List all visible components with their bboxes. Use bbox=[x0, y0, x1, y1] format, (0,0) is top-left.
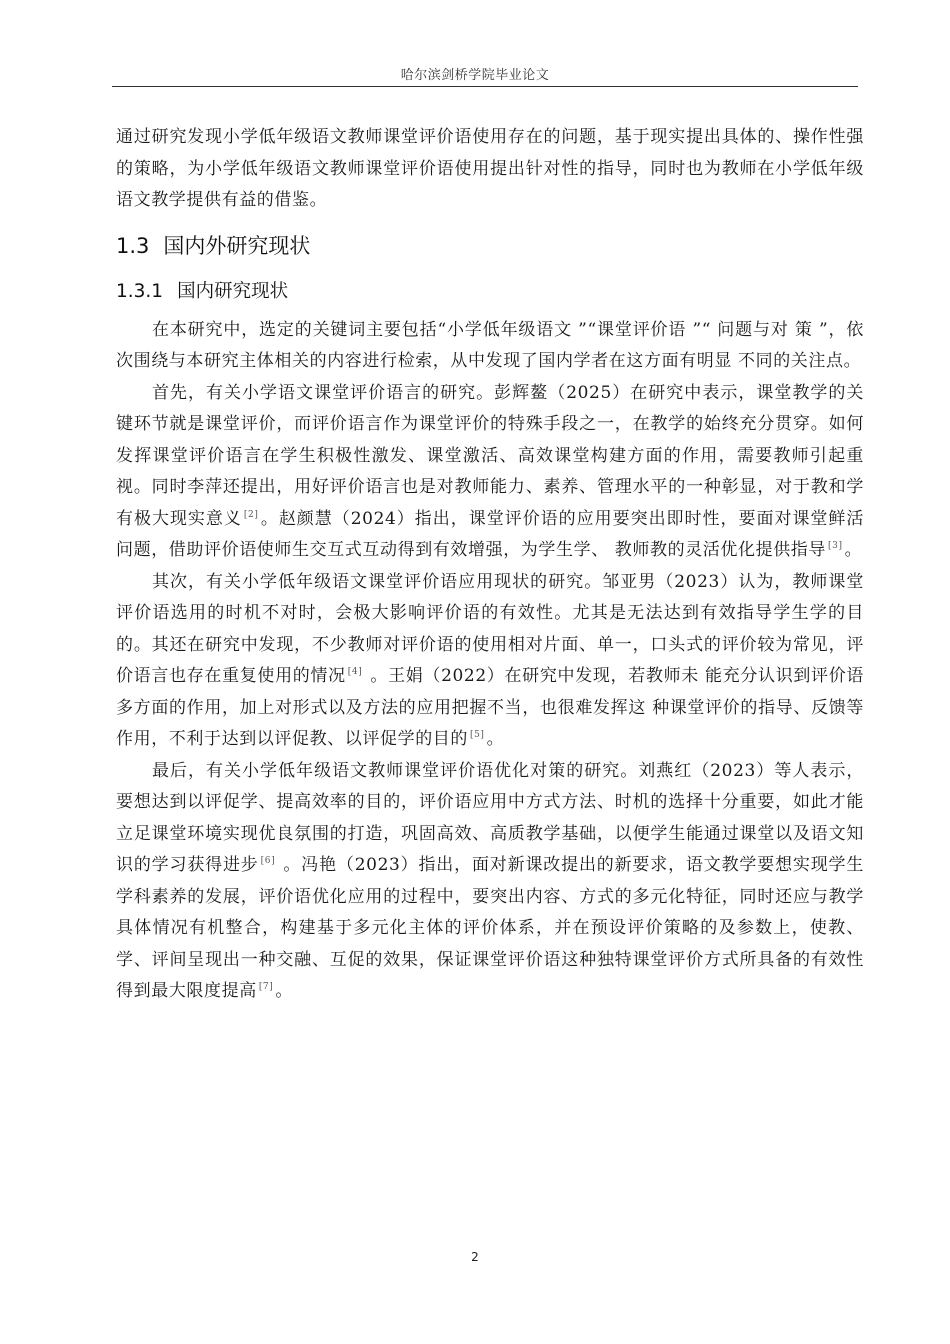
citation-marker[interactable]: [3] bbox=[828, 541, 843, 551]
paragraph-text: 最后，有关小学低年级语文教师课堂评价语优化对策的研究。刘燕红（2023）等人表示，要想达到以评促学、提高效率的目的，评价语应用中方式方法、时机的选择十分重要，如此才能立足课堂环境实现优良氛围的打造，巩固高效、高质教学基础，以便学生能通过课堂以及语文知识的学习获得进步 bbox=[116, 760, 864, 875]
citation-marker[interactable]: [5] bbox=[470, 730, 485, 740]
citation-marker[interactable]: [7] bbox=[258, 982, 274, 992]
subsection-number: 1.3.1 bbox=[116, 280, 164, 302]
paragraph-second bbox=[116, 567, 864, 756]
paragraph-text: 首先，有关小学语文课堂评价语言的研究。彭辉鳌（2025）在研究中表示，课堂教学的关键环节就是课堂评价，而评价语言作为课堂评价的特殊手段之一，在教学的始终充分贯穿。如何发挥课堂评价语言在学生积极性激发、课堂激活、高效课堂构建方面的作用，需要教师引起重视。同时李萍还提出，用好评价语言也是对教师能力、素养、管理水平的一种彰显，对于教和学有极大现实意义 bbox=[116, 382, 864, 529]
body-content bbox=[116, 122, 864, 1008]
paragraph-text: 。 bbox=[486, 729, 505, 749]
paragraph-text: 在本研究中，选定的关键词主要包括“小学低年级语文 ”“课堂评价语 ”“ 问题与对 策 ”，依次围绕与本研究主体相关的内容进行检索，从中发现了国内学者在这方面有明显 不同的关注点。 bbox=[116, 319, 864, 371]
page-number: 2 bbox=[471, 1250, 479, 1264]
paragraph-text: 。王娟（2022）在研究中发现，若教师未 能充分认识到评价语多方面的作用，加上对形式以及方法的应用把握不当，也很难发挥这 种课堂评价的指导、反馈等作用，不利于达到以评促教、以评促学的目的 bbox=[116, 666, 864, 749]
subsection-title: 国内研究现状 bbox=[177, 280, 289, 302]
paragraph-text: 其次，有关小学低年级语文课堂评价语应用现状的研究。邹亚男（2023）认为，教师课堂评价语选用的时机不对时，会极大影响评价语的有效性。尤其是无法达到有效指导学生学的目的。其还在研究中发现，不少教师对评价语的使用相对片面、单一，口头式的评价较为常见，评价语言也存在重复使用的情况 bbox=[116, 571, 864, 686]
paragraph-keywords bbox=[116, 315, 864, 378]
citation-marker[interactable]: [6] bbox=[260, 856, 276, 866]
paragraph-text: 。 bbox=[844, 540, 863, 560]
paragraph-text: 。赵颜慧（2024）指出，课堂评价语的应用要突出即时性，要面对课堂鲜活问题，借助评价语使师生交互式互动得到有效增强，为学生学、 教师教的灵活优化提供指导 bbox=[116, 508, 864, 560]
header-rule bbox=[112, 86, 858, 87]
section-heading bbox=[116, 223, 864, 269]
paragraph-text: 。冯艳（2023）指出，面对新课改提出的新要求，语文教学要想实现学生学科素养的发展，评价语优化应用的过程中，要突出内容、方式的多元化特征，同时还应与教学具体情况有机整合，构建基于多元化主体的评价体系，并在预设评价策略的及参数上，使教、学、评间呈现出一种交融、互促的效果，保证课堂评价语这种独特课堂评价方式所具备的有效性得到最大限度提高 bbox=[116, 855, 864, 1001]
running-header: 哈尔滨剑桥学院毕业论文 bbox=[400, 68, 550, 83]
subsection-heading bbox=[116, 269, 864, 315]
paragraph-text: 。 bbox=[275, 981, 293, 1001]
intro-paragraph: 通过研究发现小学低年级语文教师课堂评价语使用存在的问题，基于现实提出具体的、操作性强的策略，为小学低年级语文教师课堂评价语使用提出针对性的指导，同时也为教师在小学低年级语文教学提供有益的借鉴。 bbox=[116, 127, 864, 210]
paragraph-first bbox=[116, 378, 864, 567]
paragraph-third bbox=[116, 756, 864, 1008]
section-title: 国内外研究现状 bbox=[163, 233, 311, 258]
citation-marker[interactable]: [2] bbox=[243, 509, 259, 520]
section-number: 1.3 bbox=[116, 233, 150, 258]
citation-marker[interactable]: [4] bbox=[347, 667, 363, 677]
